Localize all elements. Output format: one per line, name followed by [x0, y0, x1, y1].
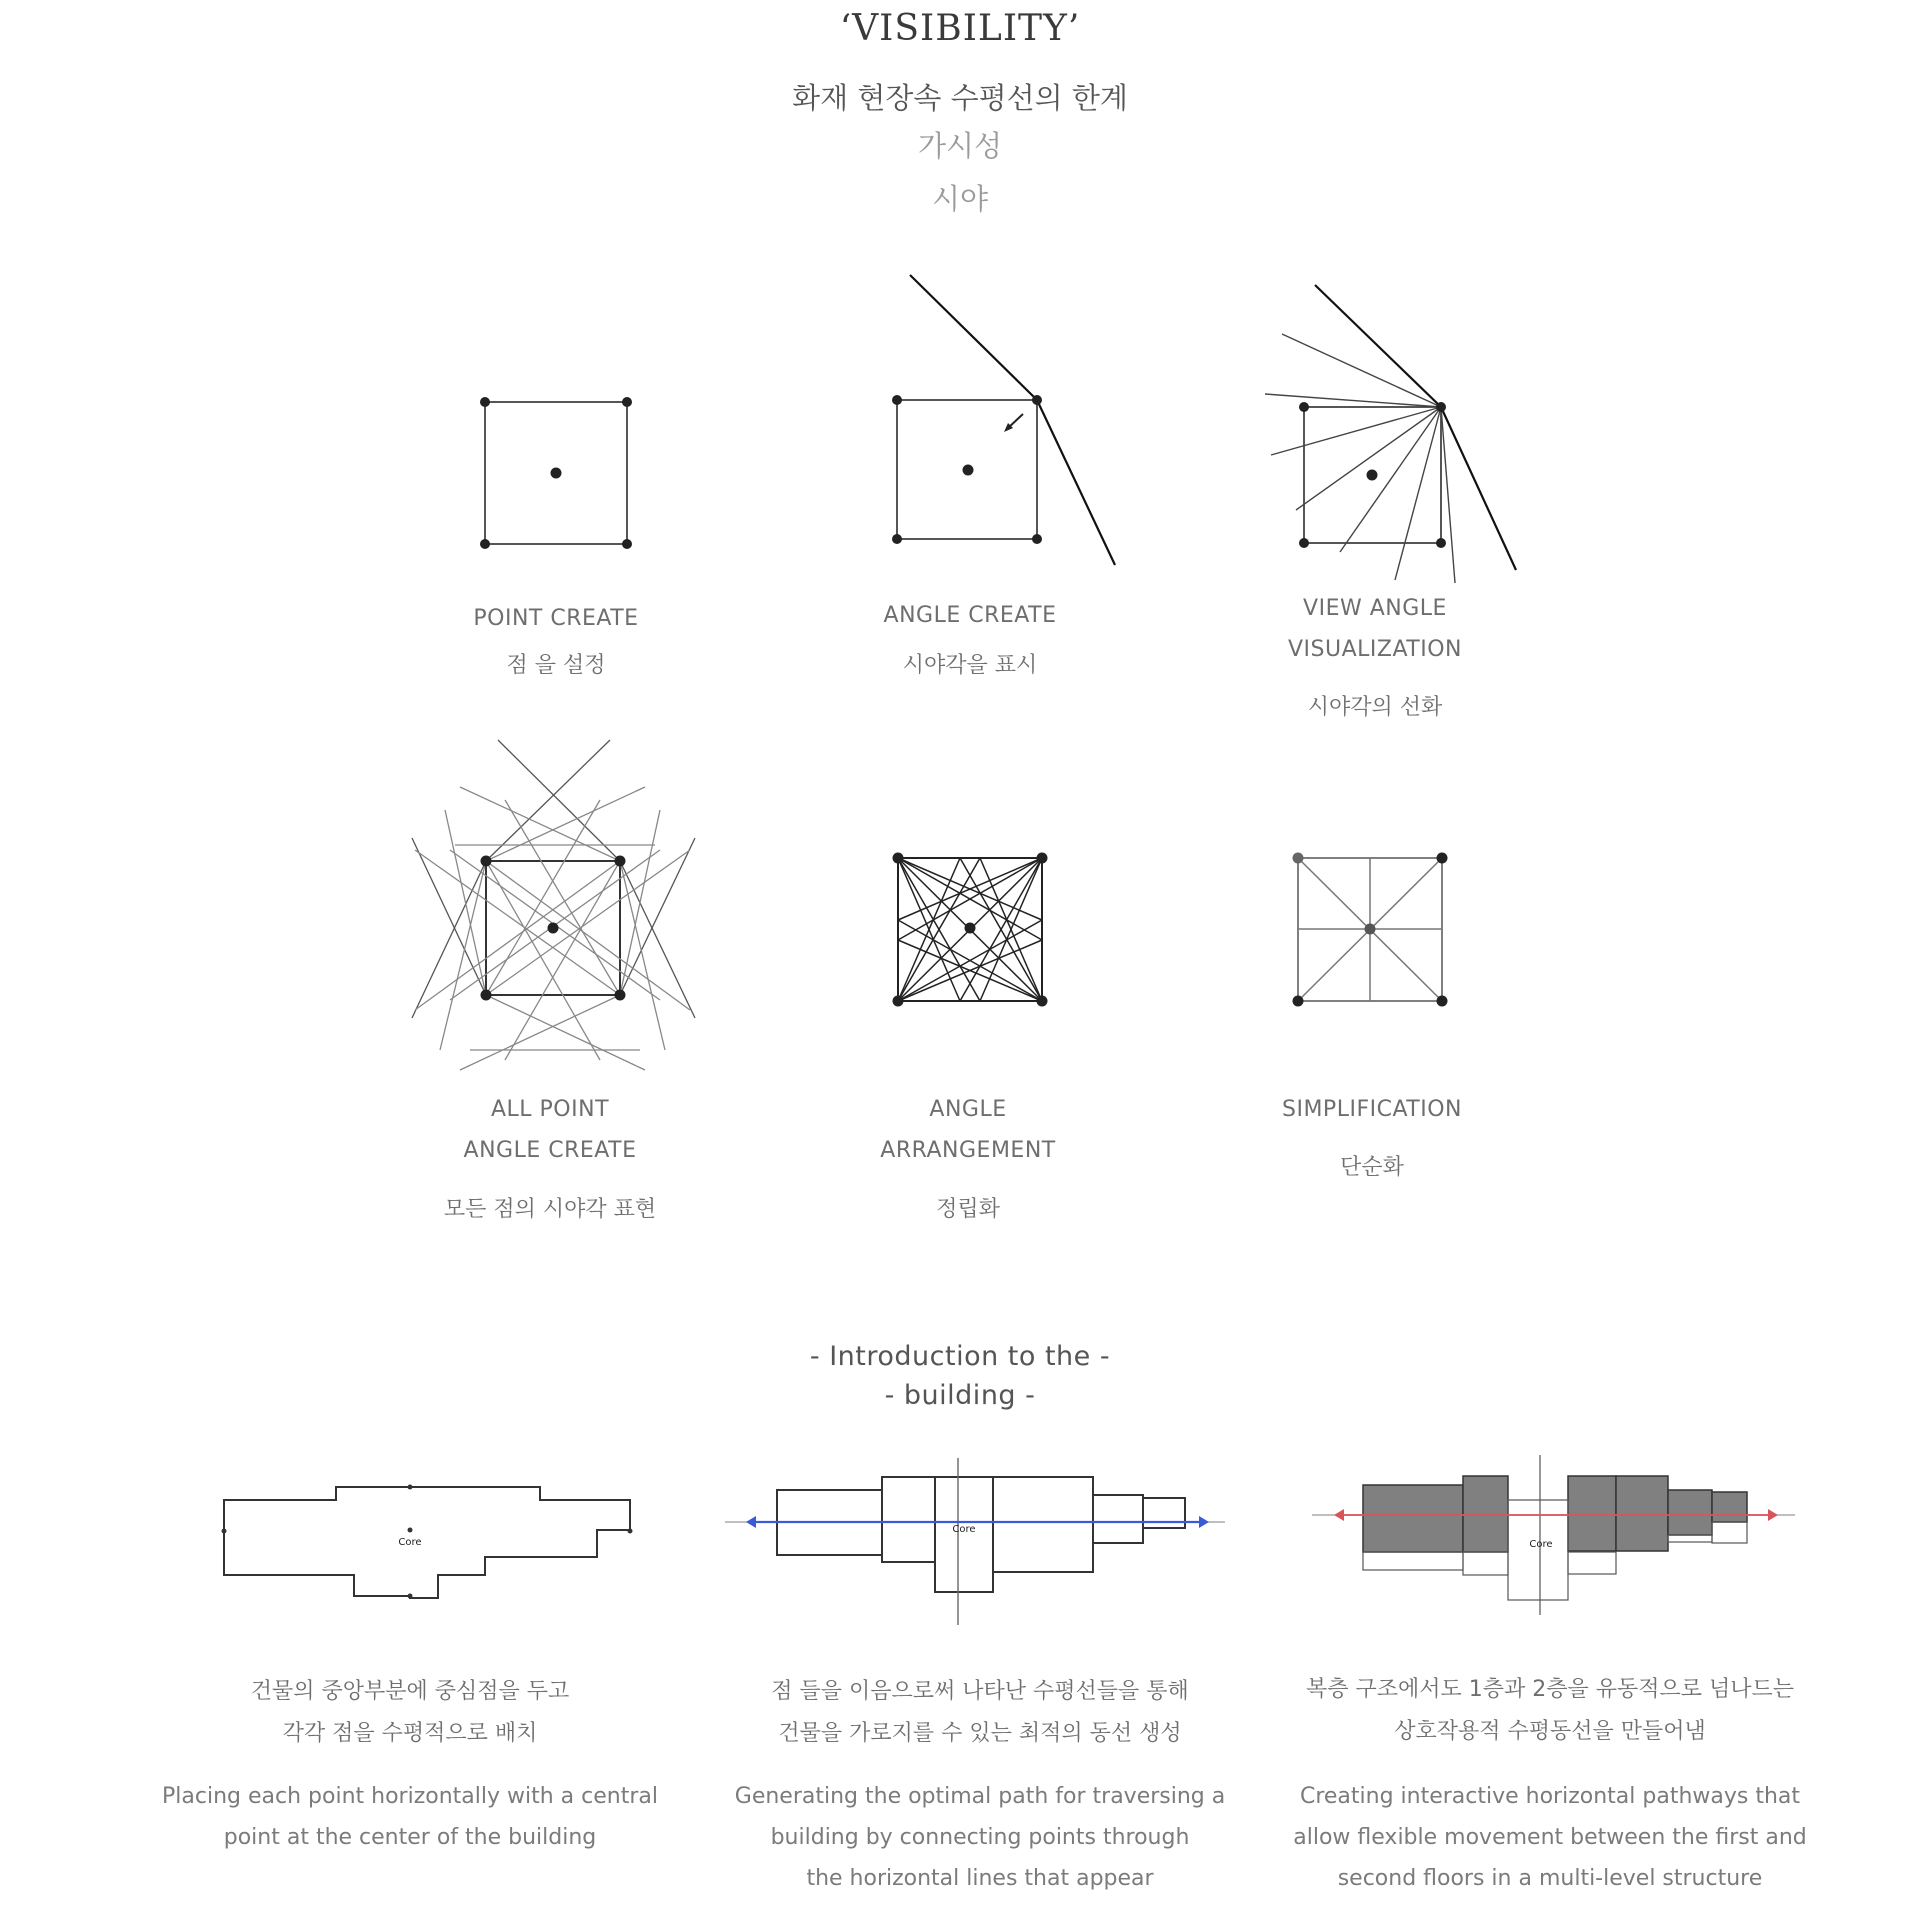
corner-point — [615, 856, 626, 867]
subtitle-view: 시야 — [931, 182, 989, 216]
corner-point — [892, 534, 902, 544]
corner-point — [893, 853, 904, 864]
step-2-label: ANGLE CREATE — [883, 603, 1057, 628]
corner-point — [480, 397, 490, 407]
plan-3-kr-2: 상호작용적 수평동선을 만들어냄 — [1394, 1719, 1706, 1744]
plan-3-path — [1312, 1509, 1795, 1521]
plan-3-en-2: allow flexible movement between the first and — [1293, 1825, 1807, 1850]
step-4-kr: 모든 점의 시야각 표현 — [443, 1197, 657, 1222]
step-5-kr: 정립화 — [936, 1197, 1000, 1222]
corner-point — [622, 539, 632, 549]
step-4-label: ALL POINT — [490, 1097, 610, 1122]
corner-point — [1037, 853, 1048, 864]
plan-3-en-3: second floors in a multi-level structure — [1337, 1866, 1763, 1891]
simplification-diagram — [1298, 858, 1442, 1001]
corner-point — [1299, 402, 1309, 412]
step-3-kr: 시야각의 선화 — [1307, 695, 1443, 720]
corner-point — [480, 539, 490, 549]
corner-point — [1032, 534, 1042, 544]
intro-heading-line-2: - building - — [884, 1380, 1036, 1411]
corner-point — [481, 856, 492, 867]
plan-1-outline — [224, 1487, 630, 1598]
plan-2-path — [725, 1516, 1225, 1528]
corner-point — [892, 395, 902, 405]
step-1-kr: 점 을 설정 — [506, 653, 606, 678]
corner-point — [622, 397, 632, 407]
corner-point — [1436, 402, 1446, 412]
view-angle-diagram — [1265, 285, 1516, 583]
plan-1-kr-1: 건물의 중앙부분에 중심점을 두고 — [250, 1679, 570, 1704]
plan-2-kr-1: 점 들을 이음으로써 나타난 수평선들을 통해 — [771, 1679, 1189, 1704]
corner-point — [1436, 538, 1446, 548]
angle-create-diagram — [897, 275, 1115, 565]
plan-1-en-1: Placing each point horizontally with a central — [162, 1784, 658, 1809]
corner-point — [1293, 996, 1304, 1007]
step-6-kr: 단순화 — [1340, 1155, 1404, 1180]
plan-2-en-1: Generating the optimal path for traversing a — [734, 1784, 1226, 1809]
corner-point — [1293, 853, 1304, 864]
subtitle-visibility: 가시성 — [917, 129, 1003, 163]
step-4-label-2: ANGLE CREATE — [463, 1138, 637, 1163]
point-create-square — [485, 402, 627, 544]
plan-1-kr-2: 각각 점을 수평적으로 배치 — [282, 1721, 538, 1746]
plan-2-en-3: the horizontal lines that appear — [806, 1866, 1154, 1891]
corner-point — [893, 996, 904, 1007]
step-6-label: SIMPLIFICATION — [1282, 1097, 1462, 1122]
corner-point — [1437, 853, 1448, 864]
plan-2-kr-2: 건물을 가로지를 수 있는 최적의 동선 생성 — [778, 1721, 1182, 1746]
step-2-kr: 시야각을 표시 — [902, 653, 1038, 678]
intro-heading-line-1: - Introduction to the - — [809, 1341, 1111, 1372]
subtitle-limit: 화재 현장속 수평선의 한계 — [792, 81, 1128, 115]
corner-point — [1437, 996, 1448, 1007]
plan-3-outline — [1363, 1455, 1747, 1615]
center-point — [1365, 924, 1376, 935]
step-5-label: ANGLE — [929, 1097, 1007, 1122]
center-point — [1367, 470, 1378, 481]
angle-arrangement-diagram — [898, 858, 1042, 1001]
plan-3-kr-1: 복층 구조에서도 1층과 2층을 유동적으로 넘나드는 — [1305, 1677, 1794, 1702]
plan-2-outline — [777, 1458, 1185, 1625]
corner-point — [481, 990, 492, 1001]
step-3-label: VIEW ANGLE — [1303, 596, 1447, 621]
center-point — [965, 923, 976, 934]
plan-1-en-2: point at the center of the building — [223, 1825, 597, 1850]
center-point — [551, 468, 562, 479]
step-3-label-2: VISUALIZATION — [1287, 637, 1462, 662]
plan-3-core-label: Core — [1529, 1539, 1553, 1550]
plan-3-en-1: Creating interactive horizontal pathways that — [1299, 1784, 1801, 1809]
page-title: ‘VISIBILITY’ — [839, 8, 1081, 49]
step-1-label: POINT CREATE — [473, 606, 639, 631]
center-point — [963, 465, 974, 476]
step-5-label-2: ARRANGEMENT — [880, 1138, 1056, 1163]
corner-point — [1032, 395, 1042, 405]
plan-2-core-label: Core — [952, 1524, 976, 1535]
plan-1-core-label: Core — [398, 1537, 422, 1548]
center-point — [548, 923, 559, 934]
plan-2-en-2: building by connecting points through — [770, 1825, 1190, 1850]
corner-point — [1299, 538, 1309, 548]
all-point-angle-diagram — [412, 740, 695, 1070]
corner-point — [1037, 996, 1048, 1007]
corner-point — [615, 990, 626, 1001]
